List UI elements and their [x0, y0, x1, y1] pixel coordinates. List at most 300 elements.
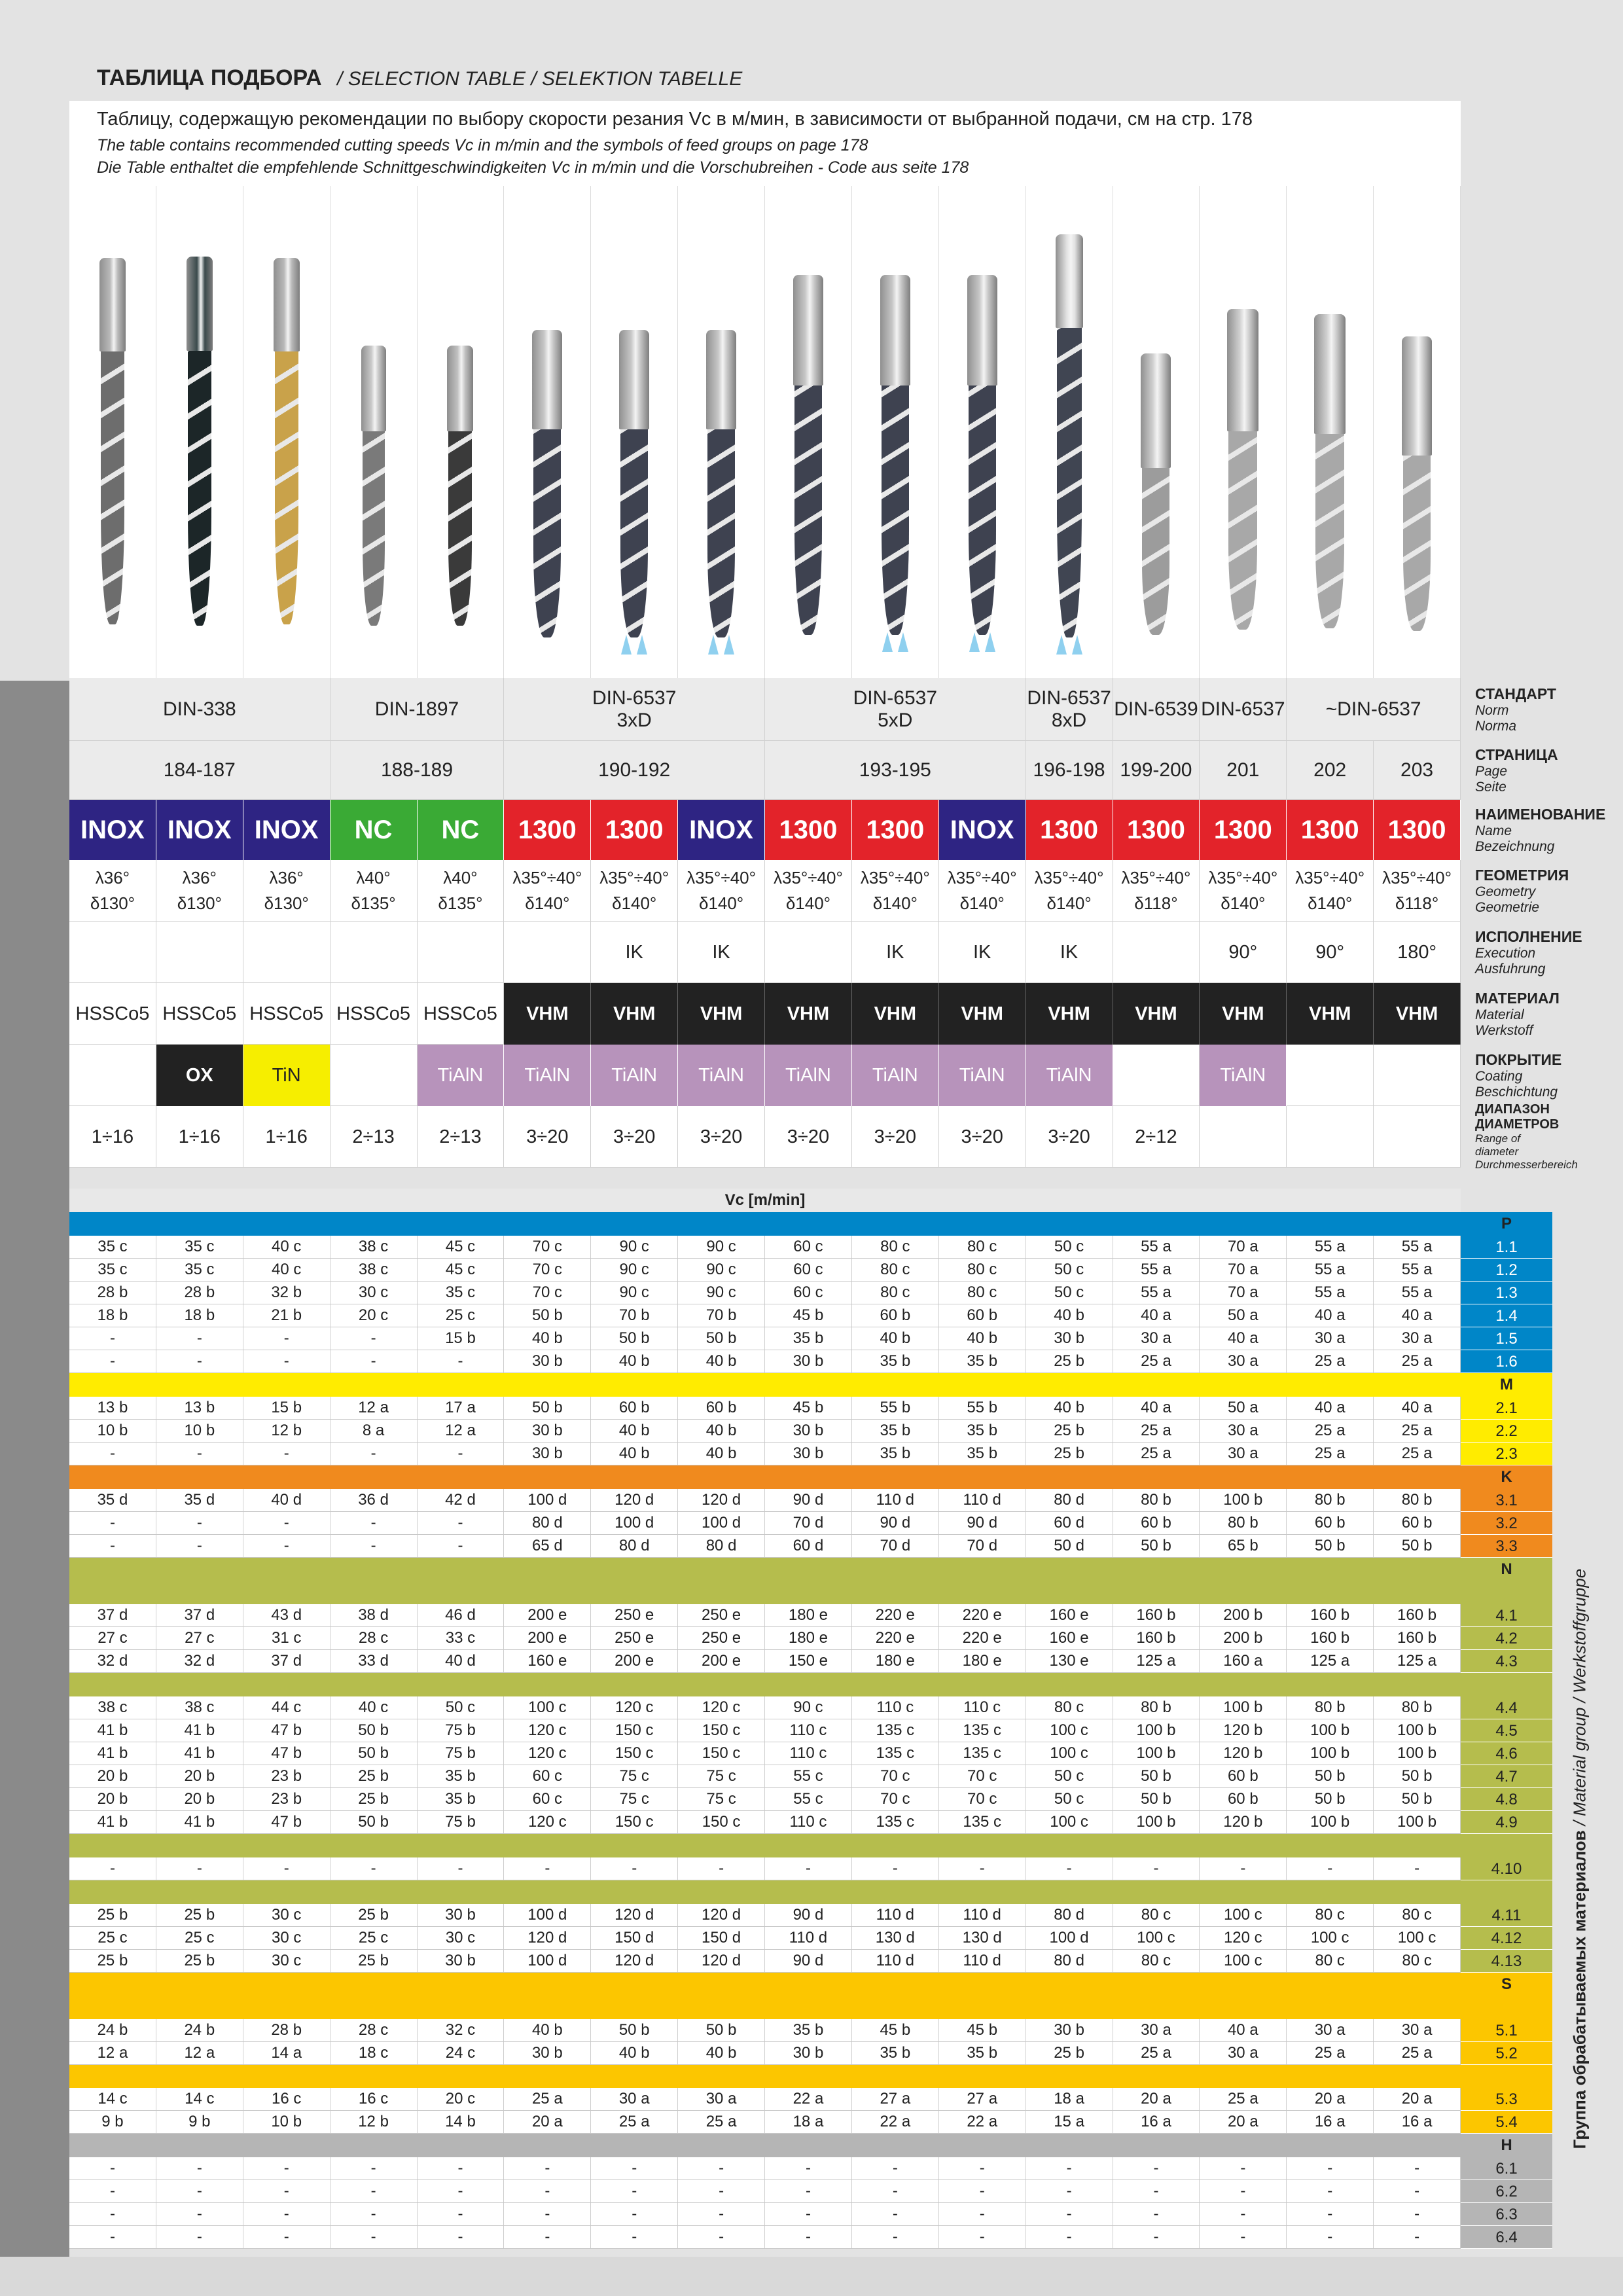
speed-cell: 25 a: [1113, 1443, 1200, 1465]
speed-cell: -: [939, 2226, 1026, 2248]
speed-cell: 200 b: [1200, 1627, 1287, 1649]
drill-shank: [447, 346, 473, 431]
speed-cell: 35 b: [939, 1443, 1026, 1465]
speed-cell: 135 c: [939, 1811, 1026, 1833]
drill-icon: [793, 275, 823, 635]
label-en: Geometry: [1475, 884, 1536, 899]
tool-name-badge: 1300: [591, 800, 678, 860]
speed-cell: 35 c: [69, 1236, 156, 1258]
speed-cell: 80 d: [1026, 1489, 1113, 1511]
page-cell: [1026, 741, 1113, 800]
speed-cell: 50 a: [1200, 1304, 1287, 1327]
speed-cell: -: [243, 2226, 330, 2248]
speed-cell: 16 a: [1113, 2111, 1200, 2133]
speed-cell: 25 c: [69, 1927, 156, 1949]
drill-flutes: [363, 418, 385, 626]
geometry-value: δ135°: [438, 893, 483, 913]
label-de: Norma: [1475, 718, 1517, 734]
standard-text: DIN-6537: [1201, 698, 1285, 720]
speed-cell: 75 b: [418, 1719, 505, 1742]
speed-cell: 12 a: [418, 1420, 505, 1442]
speed-cell: 100 c: [1026, 1719, 1113, 1742]
speed-cell: -: [678, 2203, 765, 2225]
row-label-execution: [1461, 922, 1582, 983]
speed-cell: 80 c: [852, 1236, 939, 1258]
row-label-geometry: [1461, 860, 1569, 922]
page-text: 196-198: [1033, 759, 1105, 781]
intro-en: The table contains recommended cutting speeds Vc in m/min and the symbols of feed groups on page 178: [97, 136, 868, 154]
speed-cell: 55 a: [1287, 1282, 1374, 1304]
speed-cell: -: [330, 1512, 418, 1534]
group-band-k: [69, 1465, 1552, 1489]
page-text: 199-200: [1120, 759, 1192, 781]
speed-cell: 55 a: [1374, 1282, 1461, 1304]
speed-cell: 70 d: [939, 1535, 1026, 1557]
drill-icon: [99, 258, 126, 624]
group-label: M: [1500, 1376, 1513, 1393]
label-en: Page: [1475, 763, 1508, 779]
table-row: [69, 2226, 1461, 2249]
table-row: [69, 1950, 1461, 1973]
diameter-cell: 2÷12: [1113, 1106, 1200, 1168]
speed-cell: 75 b: [418, 1811, 505, 1833]
speed-cell: 80 c: [852, 1282, 939, 1304]
speed-cell: -: [156, 1535, 243, 1557]
speed-cell: 14 c: [156, 2088, 243, 2110]
speed-cell: -: [678, 2157, 765, 2179]
speed-cell: 20 b: [69, 1765, 156, 1787]
speed-cell: 250 e: [678, 1627, 765, 1649]
speed-cell: 120 b: [1200, 1719, 1287, 1742]
speed-cell: 135 c: [939, 1719, 1026, 1742]
geometry-value: λ35°÷40°: [1295, 868, 1365, 888]
coating-cell: [1374, 1045, 1461, 1106]
speed-cell: 40 d: [418, 1650, 505, 1672]
speed-cell: -: [939, 1857, 1026, 1880]
diameter-cell: 3÷20: [591, 1106, 678, 1168]
speed-cell: -: [1026, 2180, 1113, 2202]
speed-cell: -: [156, 2157, 243, 2179]
label-ru: ДИАПАЗОН ДИАМЕТРОВ: [1475, 1102, 1560, 1132]
speed-cell: 30 b: [504, 1350, 591, 1372]
speed-cell: 50 c: [1026, 1282, 1113, 1304]
speed-cell: -: [418, 2157, 505, 2179]
drill-shank: [967, 275, 997, 386]
speed-cell: -: [1374, 2157, 1461, 2179]
speed-cell: 28 b: [69, 1282, 156, 1304]
speed-cell: 30 a: [1374, 1327, 1461, 1350]
speed-cell: 150 c: [678, 1811, 765, 1833]
material-code: 5.4: [1461, 2111, 1552, 2134]
speed-cell: -: [765, 2203, 852, 2225]
speed-cell: 90 c: [678, 1236, 765, 1258]
drill-image-cell: [678, 186, 765, 678]
material-code: 6.3: [1461, 2203, 1552, 2226]
drill-flutes: [1142, 455, 1169, 635]
execution-cell: 90°: [1287, 922, 1374, 983]
speed-cell: 47 b: [243, 1742, 330, 1765]
speed-cell: 125 a: [1287, 1650, 1374, 1672]
speed-cell: 25 a: [1287, 1350, 1374, 1372]
speed-cell: 60 b: [1287, 1512, 1374, 1534]
label-de: Beschichtung: [1475, 1084, 1558, 1100]
speed-cell: -: [1026, 1857, 1113, 1880]
speed-cell: 20 a: [504, 2111, 591, 2133]
speed-cell: -: [418, 1535, 505, 1557]
geometry-cell: [1287, 860, 1374, 922]
diameter-cell: 1÷16: [156, 1106, 243, 1168]
header-row-standard: [69, 678, 1461, 741]
speed-cell: 40 b: [678, 1420, 765, 1442]
speed-cell: -: [418, 2203, 505, 2225]
standard-text: 3xD: [616, 709, 652, 731]
material-cell: VHM: [591, 983, 678, 1045]
speed-cell: 80 b: [1287, 1489, 1374, 1511]
speed-cell: -: [69, 2180, 156, 2202]
speed-cell: 25 c: [330, 1927, 418, 1949]
speed-cell: 80 d: [591, 1535, 678, 1557]
speed-cell: 40 b: [591, 1443, 678, 1465]
speed-cell: 90 c: [591, 1236, 678, 1258]
group-separator: [69, 1834, 1552, 1857]
speed-cell: 30 b: [504, 1443, 591, 1465]
page-cell: [330, 741, 505, 800]
execution-cell: 180°: [1374, 922, 1461, 983]
speed-cell: 70 b: [678, 1304, 765, 1327]
drill-shank: [1141, 353, 1171, 468]
speed-cell: 27 c: [156, 1627, 243, 1649]
speed-cell: 41 b: [156, 1719, 243, 1742]
speed-cell: 55 b: [939, 1397, 1026, 1419]
speed-cell: 80 d: [1026, 1950, 1113, 1972]
speed-cell: 45 b: [765, 1304, 852, 1327]
speed-cell: 60 d: [1026, 1512, 1113, 1534]
table-row: [69, 1304, 1461, 1327]
tool-name-badge: 1300: [1374, 800, 1461, 860]
speed-cell: 135 c: [852, 1719, 939, 1742]
speed-cell: 120 d: [591, 1904, 678, 1926]
speed-cell: -: [591, 2157, 678, 2179]
speed-cell: 55 b: [852, 1397, 939, 1419]
speed-cell: 50 b: [1113, 1788, 1200, 1810]
speed-cell: 43 d: [243, 1604, 330, 1626]
speed-cell: 150 c: [678, 1742, 765, 1765]
speed-cell: 16 c: [330, 2088, 418, 2110]
speed-cell: 13 b: [69, 1397, 156, 1419]
speed-cell: 160 b: [1113, 1604, 1200, 1626]
speed-cell: 20 c: [330, 1304, 418, 1327]
speed-cell: 70 c: [939, 1765, 1026, 1787]
speed-cell: -: [243, 1327, 330, 1350]
speed-cell: -: [1374, 2226, 1461, 2248]
speed-cell: 220 e: [939, 1604, 1026, 1626]
table-row: [69, 2180, 1461, 2203]
geometry-value: λ35°÷40°: [1034, 868, 1104, 888]
material-code: 4.3: [1461, 1650, 1552, 1673]
speed-cell: 110 d: [852, 1950, 939, 1972]
speed-cell: 80 b: [1374, 1489, 1461, 1511]
material-code: 4.6: [1461, 1742, 1552, 1765]
speed-cell: 50 c: [418, 1696, 505, 1719]
speed-cell: 18 a: [1026, 2088, 1113, 2110]
speed-cell: 70 d: [765, 1512, 852, 1534]
speed-cell: 100 b: [1287, 1719, 1374, 1742]
speed-cell: 14 b: [418, 2111, 505, 2133]
speed-cell: 25 b: [156, 1950, 243, 1972]
drill-icon: [619, 330, 649, 637]
speed-cell: 41 b: [69, 1742, 156, 1765]
speed-cell: 110 c: [939, 1696, 1026, 1719]
drill-icon: [880, 275, 910, 635]
speed-cell: -: [852, 1857, 939, 1880]
speed-cell: 27 a: [939, 2088, 1026, 2110]
header-row-name: [69, 800, 1461, 860]
speed-cell: -: [418, 2180, 505, 2202]
speed-cell: 42 d: [418, 1489, 505, 1511]
header-row-diameter: [69, 1106, 1461, 1168]
speed-cell: 120 d: [591, 1950, 678, 1972]
material-code: 3.1: [1461, 1489, 1552, 1512]
speed-cell: 40 a: [1374, 1397, 1461, 1419]
speed-cell: 50 b: [678, 1327, 765, 1350]
speed-cell: 25 a: [1287, 2042, 1374, 2064]
tool-name-badge: 1300: [1026, 800, 1113, 860]
geometry-value: λ35°÷40°: [1382, 868, 1452, 888]
diameter-cell: 3÷20: [678, 1106, 765, 1168]
geometry-cell: [939, 860, 1026, 922]
speed-cell: 30 b: [1026, 2019, 1113, 2041]
tool-name-badge: 1300: [1113, 800, 1200, 860]
speed-cell: 100 c: [1026, 1811, 1113, 1833]
side-caption-ru: Группа обрабатываемых материалов: [1569, 1830, 1590, 2149]
page-text: 188-189: [380, 759, 454, 781]
group-band-h: [69, 2134, 1552, 2157]
drill-shank: [1402, 336, 1432, 456]
drill-image-cell: [69, 186, 156, 678]
tool-name-badge: INOX: [156, 800, 243, 860]
speed-cell: 50 b: [1113, 1765, 1200, 1787]
speed-cell: 40 a: [1113, 1397, 1200, 1419]
speed-cell: 18 b: [69, 1304, 156, 1327]
coating-cell: [69, 1045, 156, 1106]
speed-cell: 40 b: [852, 1327, 939, 1350]
speed-cell: 100 c: [1287, 1927, 1374, 1949]
speed-cell: 70 d: [852, 1535, 939, 1557]
speed-cell: 60 b: [1374, 1512, 1461, 1534]
speed-cell: 200 e: [504, 1627, 591, 1649]
drill-icon: [187, 257, 213, 626]
speed-cell: 9 b: [69, 2111, 156, 2133]
material-cell: VHM: [939, 983, 1026, 1045]
material-code: 1.2: [1461, 1259, 1552, 1282]
drill-shank: [706, 330, 736, 429]
speed-cell: 200 b: [1200, 1604, 1287, 1626]
speed-cell: 25 c: [156, 1927, 243, 1949]
execution-cell: [243, 922, 330, 983]
drill-shank: [532, 330, 562, 429]
speed-cell: 60 b: [1200, 1765, 1287, 1787]
tool-name-badge: 1300: [1287, 800, 1374, 860]
speed-cell: 100 c: [504, 1696, 591, 1719]
table-row: [69, 2042, 1461, 2065]
speed-cell: -: [330, 2226, 418, 2248]
speed-cell: 90 d: [939, 1512, 1026, 1534]
speed-cell: 100 b: [1287, 1742, 1374, 1765]
header-row-geometry: [69, 860, 1461, 922]
table-row: [69, 2019, 1461, 2042]
execution-cell: [1113, 922, 1200, 983]
table-row: [69, 2088, 1461, 2111]
speed-cell: 120 d: [678, 1904, 765, 1926]
speed-cell: 90 d: [765, 1489, 852, 1511]
speed-cell: 45 b: [852, 2019, 939, 2041]
drill-icon: [1227, 309, 1258, 630]
material-cell: VHM: [504, 983, 591, 1045]
speed-cell: 120 d: [591, 1489, 678, 1511]
speed-cell: 35 b: [852, 1443, 939, 1465]
speed-cell: 25 a: [1113, 1420, 1200, 1442]
speed-cell: 220 e: [852, 1604, 939, 1626]
speed-cell: -: [678, 2180, 765, 2202]
speed-cell: 90 d: [852, 1512, 939, 1534]
material-code: 4.10: [1461, 1857, 1552, 1880]
speed-cell: 70 c: [504, 1259, 591, 1281]
speed-cell: 80 c: [939, 1282, 1026, 1304]
speed-cell: 23 b: [243, 1765, 330, 1787]
material-code: 4.11: [1461, 1904, 1552, 1927]
speed-cell: 15 b: [418, 1327, 505, 1350]
speed-cell: 60 c: [765, 1282, 852, 1304]
geometry-value: λ35°÷40°: [512, 868, 582, 888]
page-text: 201: [1226, 759, 1260, 781]
speed-cell: 17 a: [418, 1397, 505, 1419]
group-band-p: [69, 1212, 1552, 1236]
geometry-value: δ130°: [177, 893, 222, 913]
speed-cell: 30 b: [765, 1420, 852, 1442]
drill-icon: [361, 346, 386, 626]
standard-text: 8xD: [1051, 709, 1087, 731]
table-row: [69, 1327, 1461, 1350]
speed-cell: 50 b: [1287, 1788, 1374, 1810]
speed-cell: 100 b: [1374, 1719, 1461, 1742]
speed-cell: 40 b: [678, 1350, 765, 1372]
speed-cell: 80 b: [1374, 1696, 1461, 1719]
speed-cell: 70 a: [1200, 1236, 1287, 1258]
label-de: Durchmesserbereich: [1475, 1158, 1578, 1171]
speed-cell: 24 b: [69, 2019, 156, 2041]
speed-cell: -: [243, 2157, 330, 2179]
geometry-value: λ35°÷40°: [1121, 868, 1191, 888]
speed-cell: -: [591, 2226, 678, 2248]
table-row: [69, 1512, 1461, 1535]
speed-cell: 40 b: [939, 1327, 1026, 1350]
execution-cell: [418, 922, 505, 983]
intro-text: [69, 101, 1461, 187]
table-row: [69, 1857, 1461, 1880]
tool-name-badge: NC: [418, 800, 505, 860]
coating-cell: TiAlN: [852, 1045, 939, 1106]
speed-cell: 35 b: [418, 1788, 505, 1810]
geometry-cell: [1374, 860, 1461, 922]
speed-cell: 40 a: [1200, 1327, 1287, 1350]
speed-cell: 25 b: [330, 1950, 418, 1972]
speed-cell: -: [504, 1857, 591, 1880]
group-separator: [69, 1880, 1552, 1904]
drill-shank: [187, 257, 213, 351]
speed-cell: 30 c: [330, 1282, 418, 1304]
speed-cell: -: [418, 1350, 505, 1372]
geometry-cell: [504, 860, 591, 922]
speed-cell: 100 c: [1200, 1904, 1287, 1926]
speed-cell: 100 b: [1374, 1811, 1461, 1833]
speed-cell: 35 b: [418, 1765, 505, 1787]
speed-cell: -: [1113, 2180, 1200, 2202]
drill-icon: [967, 275, 997, 635]
speed-cell: 110 c: [765, 1742, 852, 1765]
speed-cell: 160 e: [1026, 1627, 1113, 1649]
tool-name-badge: INOX: [678, 800, 765, 860]
standard-cell: [504, 678, 765, 741]
speed-cell: 25 b: [330, 1765, 418, 1787]
speed-cell: 60 c: [765, 1259, 852, 1281]
row-label-page: [1461, 741, 1559, 800]
label-en: Norm: [1475, 702, 1509, 718]
speed-cell: -: [939, 2157, 1026, 2179]
geometry-value: λ36°: [182, 868, 217, 888]
table-row: [69, 2203, 1461, 2226]
standard-text: DIN-6537: [1027, 687, 1111, 709]
speed-cell: 60 b: [591, 1397, 678, 1419]
speed-cell: 45 b: [765, 1397, 852, 1419]
speed-cell: 120 d: [678, 1950, 765, 1972]
speed-cell: -: [504, 2157, 591, 2179]
drill-icon: [1056, 234, 1083, 637]
speed-cell: 80 c: [1374, 1950, 1461, 1972]
speed-cell: 60 d: [765, 1535, 852, 1557]
coating-cell: [330, 1045, 418, 1106]
material-cell: HSSCo5: [243, 983, 330, 1045]
row-label-coating: [1461, 1045, 1562, 1106]
speed-cell: 25 b: [69, 1950, 156, 1972]
speed-cell: -: [1287, 1857, 1374, 1880]
speed-cell: 60 c: [765, 1236, 852, 1258]
page-cell: [1200, 741, 1287, 800]
speed-cell: 40 b: [1026, 1304, 1113, 1327]
speed-cell: 220 e: [852, 1627, 939, 1649]
drill-image-cell: [591, 186, 678, 678]
speed-cell: -: [504, 2203, 591, 2225]
material-cell: HSSCo5: [156, 983, 243, 1045]
speed-cell: 100 d: [591, 1512, 678, 1534]
speed-cell: 150 e: [765, 1650, 852, 1672]
speed-cell: 50 b: [330, 1742, 418, 1765]
speed-cell: 80 b: [1200, 1512, 1287, 1534]
speed-cell: 150 c: [678, 1719, 765, 1742]
drill-shank: [99, 258, 126, 351]
speed-cell: 40 c: [330, 1696, 418, 1719]
speed-cell: -: [156, 1327, 243, 1350]
speed-cell: 60 b: [1113, 1512, 1200, 1534]
speed-cell: 22 a: [852, 2111, 939, 2133]
page-cell: [765, 741, 1026, 800]
drill-image-cell: [852, 186, 939, 678]
coating-cell: TiAlN: [1200, 1045, 1287, 1106]
geometry-value: λ35°÷40°: [860, 868, 930, 888]
speed-cell: -: [1113, 2203, 1200, 2225]
speed-cell: -: [939, 2180, 1026, 2202]
coolant-icon: [704, 635, 738, 655]
speed-cell: -: [591, 1857, 678, 1880]
